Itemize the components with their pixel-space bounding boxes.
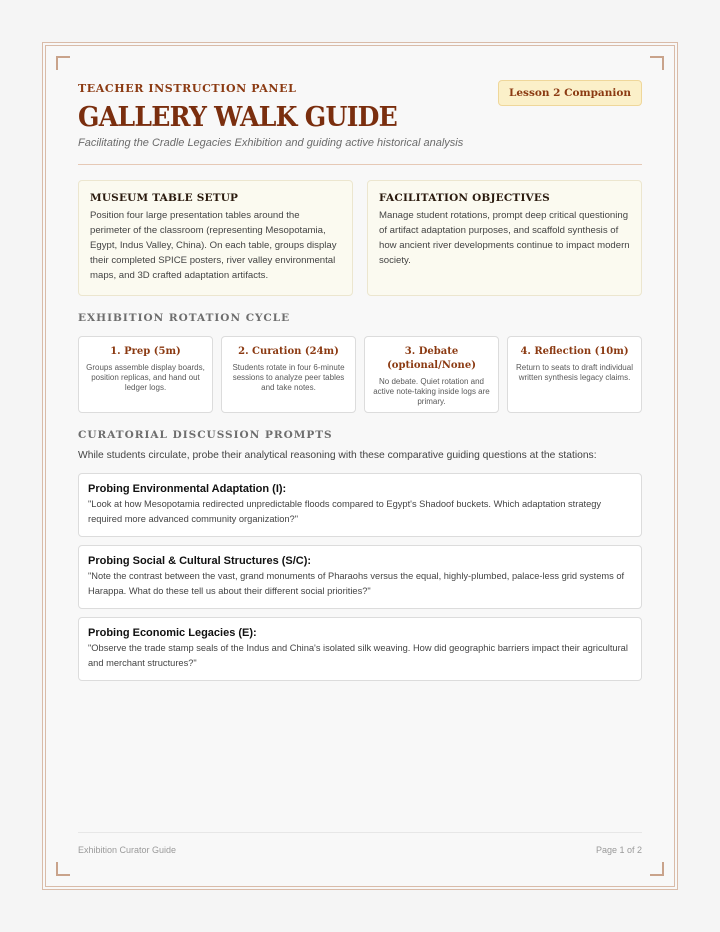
step-body: No debate. Quiet rotation and active note-taking inside logs are primary.: [373, 377, 490, 406]
prompt-title: Probing Environmental Adaptation (I):: [88, 483, 287, 495]
page-subtitle: Facilitating the Cradle Legacies Exhibition and guiding active historical analysis: [78, 137, 464, 149]
page-frame: [42, 42, 678, 890]
prompt-card: [78, 473, 642, 537]
rotation-step: [507, 336, 642, 413]
objectives-card-title: FACILITATION OBJECTIVES: [379, 192, 550, 204]
rotation-step: [221, 336, 356, 413]
rotation-step: [78, 336, 213, 413]
page-footer: [78, 832, 642, 855]
page-header: [78, 82, 642, 149]
step-body: Students rotate in four 6-minute sessions to analyze peer tables and take notes.: [232, 363, 345, 392]
corner-ornament-top-left: [56, 56, 70, 70]
rotation-heading: EXHIBITION ROTATION CYCLE: [78, 312, 291, 324]
step-title: 1. Prep (5m): [110, 346, 181, 357]
prompt-title: Probing Social & Cultural Structures (S/C):: [88, 555, 312, 567]
page-title: GALLERY WALK GUIDE: [78, 102, 398, 133]
step-body: Groups assemble display boards, position replicas, and hand out ledger logs.: [86, 363, 205, 392]
prompt-card: [78, 617, 642, 681]
prompt-body: "Look at how Mesopotamia redirected unpredictable floods compared to Egypt's Shadoof buckets. Which adaptation strategy required more advanced community organization?": [88, 499, 602, 524]
header-divider: [78, 164, 642, 165]
corner-ornament-bottom-right: [650, 862, 664, 876]
footer-left-label: Exhibition Curator Guide: [78, 845, 177, 855]
prompt-body: "Note the contrast between the vast, grand monuments of Pharaohs versus the equal, highly-plumbed, palace-less grid systems of Harappa. What do these tell us about their different social priorities?": [88, 571, 625, 596]
step-title: 4. Reflection (10m): [520, 346, 629, 357]
setup-card-title: MUSEUM TABLE SETUP: [90, 192, 239, 204]
setup-card: [78, 180, 353, 296]
info-cards: [78, 180, 642, 296]
lesson-badge: Lesson 2 Companion: [498, 80, 642, 106]
step-title: 2. Curation (24m): [238, 346, 339, 357]
panel-eyebrow: TEACHER INSTRUCTION PANEL: [78, 82, 297, 95]
prompt-card: [78, 545, 642, 609]
objectives-card: [367, 180, 642, 296]
step-body: Return to seats to draft individual written synthesis legacy claims.: [516, 363, 633, 382]
rotation-steps: [78, 336, 642, 413]
corner-ornament-top-right: [650, 56, 664, 70]
prompt-body: "Observe the trade stamp seals of the Indus and China's isolated silk weaving. How did geographic barriers impact their agricultural and merchant structures?": [88, 643, 628, 668]
objectives-card-body: Manage student rotations, prompt deep critical questioning of artifact adaptation purposes, and scaffold synthesis of how ancient river developments continue to impact modern society.: [379, 210, 630, 266]
prompts-intro: While students circulate, probe their analytical reasoning with these comparative guiding questions at the stations:: [78, 450, 597, 461]
setup-card-body: Position four large presentation tables around the perimeter of the classroom (representing Mesopotamia, Egypt, Indus Valley, China). On each table, groups display their completed SPICE posters, river valley environmental maps, and 3D crafted adaptation artifacts.: [90, 210, 337, 281]
corner-ornament-bottom-left: [56, 862, 70, 876]
prompts-heading: CURATORIAL DISCUSSION PROMPTS: [78, 429, 333, 441]
page-content: [78, 82, 642, 681]
step-title: 3. Debate (optional/None): [387, 346, 476, 371]
page-number: Page 1 of 2: [595, 845, 642, 855]
prompt-title: Probing Economic Legacies (E):: [88, 627, 257, 639]
rotation-step: [364, 336, 499, 413]
